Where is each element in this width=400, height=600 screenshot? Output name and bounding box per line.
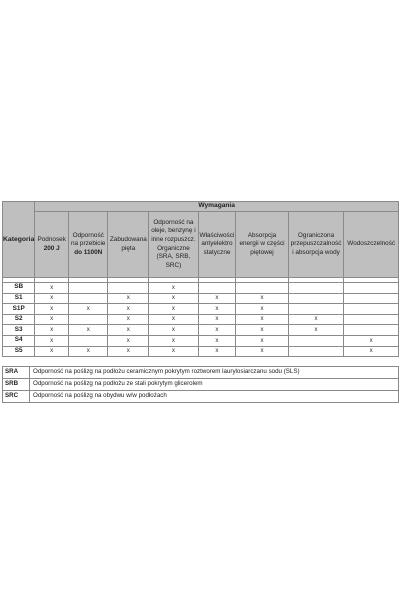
column-header-line: piętowej xyxy=(250,248,274,256)
requirement-mark-cell xyxy=(288,346,344,357)
table-row xyxy=(3,346,399,357)
requirement-mark-cell: x xyxy=(35,325,69,336)
table-row xyxy=(3,335,399,346)
column-header-line: Właściwości xyxy=(199,231,235,239)
legend-row xyxy=(3,367,399,379)
column-header-line: Zabudowana xyxy=(109,235,147,243)
requirement-mark-cell: x xyxy=(236,293,288,304)
requirement-mark-cell: x xyxy=(35,283,69,294)
category-cell: S3 xyxy=(3,325,35,336)
column-header-line: oleje, benzynę i xyxy=(151,227,196,235)
requirement-mark-cell xyxy=(69,335,108,346)
requirement-mark-cell: x xyxy=(35,314,69,325)
legend-description: Odporność na poślizg na podłożu ze stali pokrytym glicerolem xyxy=(30,379,399,391)
requirement-column-header xyxy=(69,212,108,278)
requirement-mark-cell xyxy=(69,283,108,294)
requirement-column-header xyxy=(198,212,236,278)
requirement-column-header xyxy=(288,212,344,278)
requirement-mark-cell: x xyxy=(198,346,236,357)
requirement-mark-cell: x xyxy=(288,314,344,325)
column-header-line: Wodoszczelność xyxy=(347,240,396,248)
requirement-mark-cell xyxy=(344,314,399,325)
requirement-mark-cell xyxy=(236,283,288,294)
requirement-mark-cell: x xyxy=(149,283,198,294)
requirement-mark-cell: x xyxy=(108,304,149,315)
requirement-column-header xyxy=(236,212,288,278)
requirement-mark-cell: x xyxy=(69,325,108,336)
requirement-mark-cell: x xyxy=(149,325,198,336)
requirement-mark-cell: x xyxy=(35,346,69,357)
column-header-line: i absorpcja wody xyxy=(292,248,340,256)
requirement-mark-cell: x xyxy=(344,346,399,357)
column-header-line: przepuszczalność xyxy=(290,240,342,248)
requirement-column-header xyxy=(108,212,149,278)
requirement-mark-cell xyxy=(108,283,149,294)
column-header-line: Organiczne xyxy=(157,244,190,252)
category-cell: S4 xyxy=(3,335,35,346)
requirement-mark-cell: x xyxy=(149,335,198,346)
table-row xyxy=(3,304,399,315)
requirement-column-header xyxy=(344,212,399,278)
requirement-column-header xyxy=(35,212,69,278)
requirement-mark-cell xyxy=(288,335,344,346)
category-cell: S5 xyxy=(3,346,35,357)
table-row xyxy=(3,283,399,294)
requirement-mark-cell xyxy=(344,293,399,304)
requirement-mark-cell: x xyxy=(108,293,149,304)
legend-row xyxy=(3,379,399,391)
requirement-mark-cell: x xyxy=(35,335,69,346)
requirements-table xyxy=(2,201,399,357)
column-header-line: (SRA, SRB, SRC) xyxy=(156,253,191,269)
legend-description: Odporność na poślizg na obydwu w/w podłożach xyxy=(30,391,399,403)
table-row xyxy=(3,325,399,336)
requirement-mark-cell: x xyxy=(149,304,198,315)
column-header-line: pięta xyxy=(121,244,136,252)
requirement-mark-cell: x xyxy=(149,346,198,357)
column-header-line: inne rozpuszcz. xyxy=(151,235,196,243)
column-header-line: 200 J xyxy=(43,244,60,252)
requirement-mark-cell: x xyxy=(35,293,69,304)
column-header-line: energii w części xyxy=(239,240,285,248)
category-cell: S1 xyxy=(3,293,35,304)
table-row xyxy=(3,293,399,304)
category-cell: S1P xyxy=(3,304,35,315)
table-row xyxy=(3,314,399,325)
requirements-header: Wymagania xyxy=(35,202,399,212)
requirement-mark-cell: x xyxy=(198,335,236,346)
column-header-line: statyczne xyxy=(203,248,231,256)
requirement-mark-cell: x xyxy=(198,314,236,325)
category-header: Kategoria xyxy=(3,202,35,278)
requirement-column-header xyxy=(149,212,198,278)
legend-code: SRA xyxy=(3,367,30,379)
requirement-mark-cell: x xyxy=(35,304,69,315)
requirement-mark-cell: x xyxy=(236,314,288,325)
requirement-mark-cell: x xyxy=(198,325,236,336)
requirement-mark-cell xyxy=(288,283,344,294)
requirement-mark-cell: x xyxy=(344,335,399,346)
abbreviations-table xyxy=(2,366,399,403)
legend-code: SRC xyxy=(3,391,30,403)
requirement-mark-cell: x xyxy=(108,325,149,336)
column-header-line: Odporność xyxy=(72,231,104,239)
column-header-line: Odporność na xyxy=(153,218,194,226)
requirement-mark-cell xyxy=(288,293,344,304)
requirement-mark-cell: x xyxy=(69,346,108,357)
category-cell: S2 xyxy=(3,314,35,325)
legend-row xyxy=(3,391,399,403)
requirement-mark-cell: x xyxy=(149,314,198,325)
requirement-mark-cell xyxy=(198,283,236,294)
requirement-mark-cell: x xyxy=(108,314,149,325)
requirement-mark-cell: x xyxy=(198,293,236,304)
requirement-mark-cell: x xyxy=(236,325,288,336)
column-header-line: Ograniczona xyxy=(297,231,335,239)
requirement-mark-cell xyxy=(344,304,399,315)
requirement-mark-cell: x xyxy=(108,346,149,357)
column-header-line: na przebicie xyxy=(71,240,106,248)
requirement-mark-cell xyxy=(69,314,108,325)
requirement-mark-cell: x xyxy=(236,335,288,346)
requirement-mark-cell xyxy=(288,304,344,315)
requirement-mark-cell: x xyxy=(198,304,236,315)
requirement-mark-cell: x xyxy=(149,293,198,304)
requirement-mark-cell: x xyxy=(108,335,149,346)
requirement-mark-cell xyxy=(344,283,399,294)
requirement-mark-cell: x xyxy=(69,304,108,315)
requirement-mark-cell xyxy=(69,293,108,304)
column-header-line: Absorpcja xyxy=(247,231,277,239)
legend-code: SRB xyxy=(3,379,30,391)
legend-description: Odporność na poślizg na podłożu ceramicznym pokrytym roztworem laurylosiarczanu sodu (SLS) xyxy=(30,367,399,379)
column-header-line: Podnosek xyxy=(37,235,66,243)
category-cell: SB xyxy=(3,283,35,294)
column-header-line: antyelektro xyxy=(201,240,233,248)
requirement-mark-cell: x xyxy=(236,346,288,357)
column-header-line: do 1100N xyxy=(74,248,103,256)
requirement-mark-cell xyxy=(344,325,399,336)
requirement-mark-cell: x xyxy=(288,325,344,336)
requirement-mark-cell: x xyxy=(236,304,288,315)
